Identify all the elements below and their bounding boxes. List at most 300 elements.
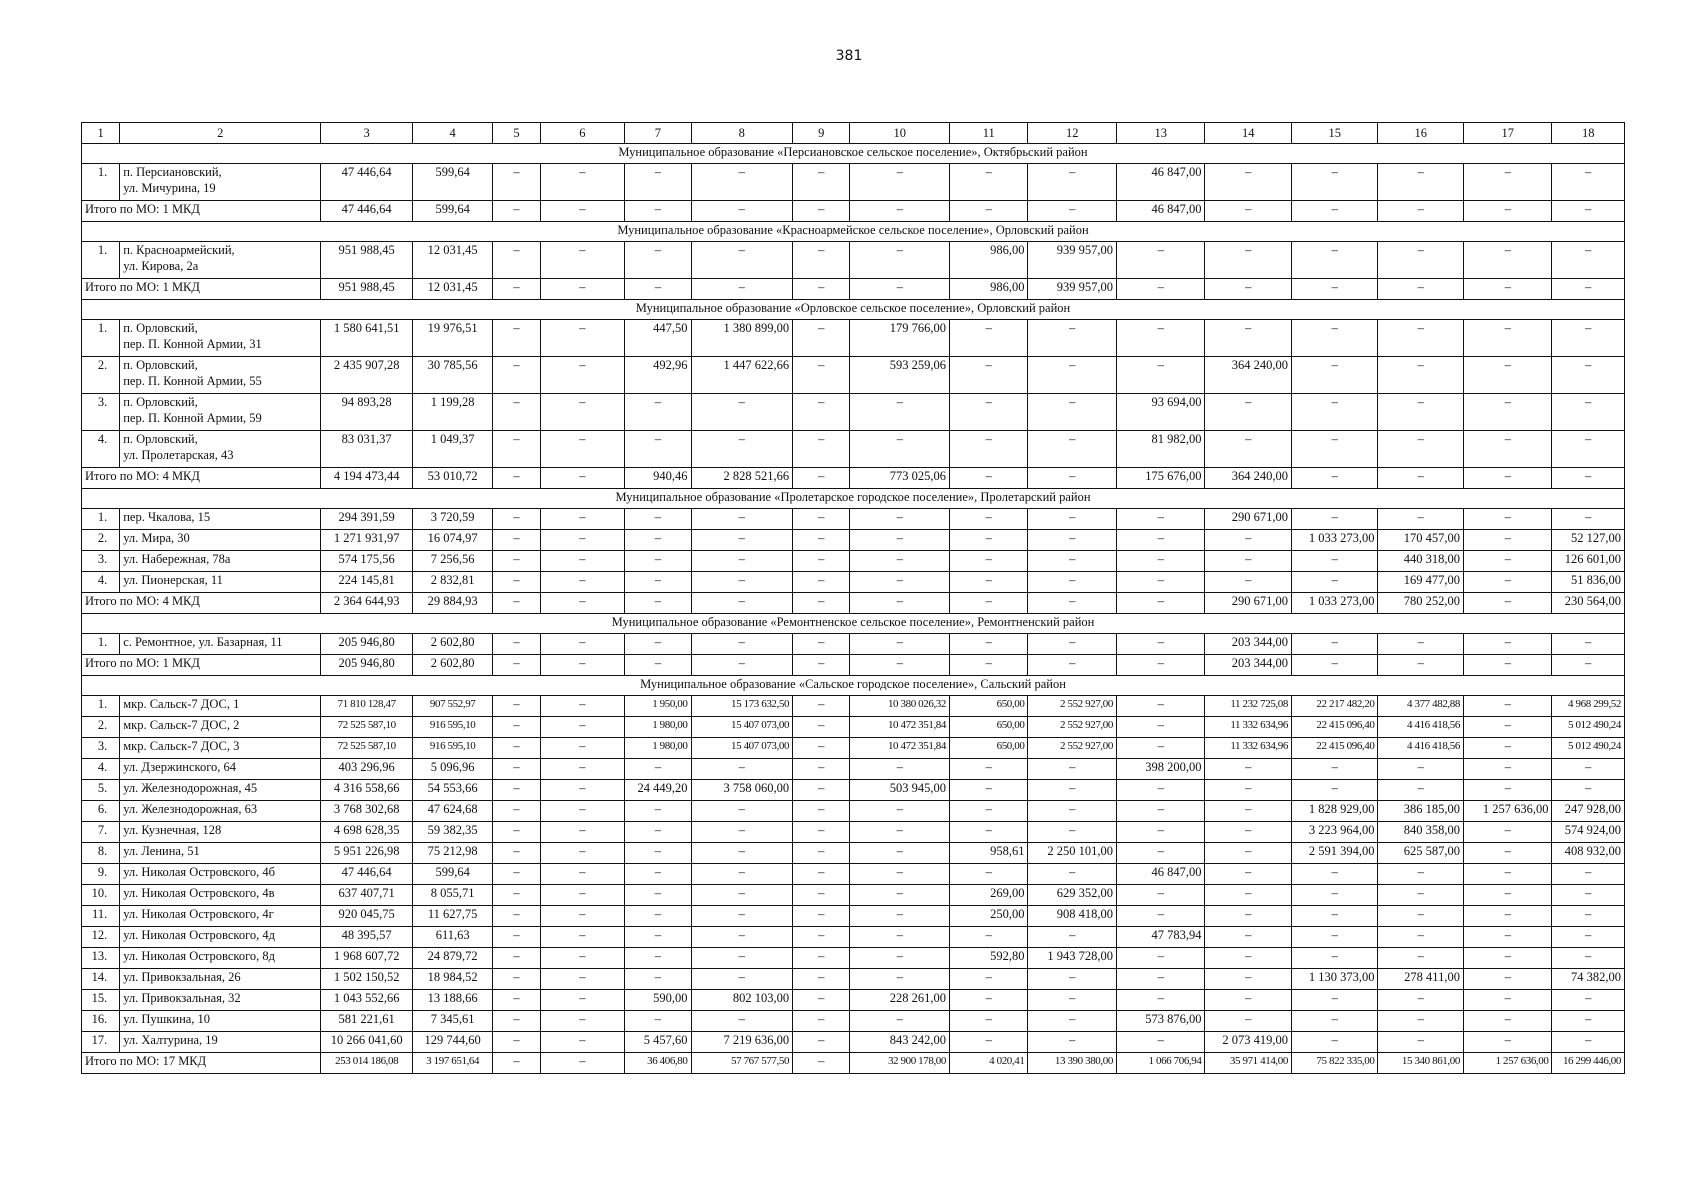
table-row (82, 551, 1625, 572)
dash-cell: – (1378, 279, 1463, 300)
dash-cell: – (850, 593, 950, 614)
dash-cell: – (691, 279, 793, 300)
value-cell: 57 767 577,50 (691, 1053, 793, 1074)
dash-cell: – (1463, 593, 1552, 614)
value-cell: 47 624,68 (412, 801, 492, 822)
dash-cell: – (1028, 990, 1117, 1011)
dash-cell: – (1378, 357, 1463, 394)
dash-cell: – (793, 738, 850, 759)
dash-cell: – (1205, 864, 1292, 885)
dash-cell: – (950, 394, 1028, 431)
dash-cell: – (1378, 990, 1463, 1011)
dash-cell: – (950, 201, 1028, 222)
value-cell: 447,50 (625, 320, 691, 357)
dash-cell: – (691, 906, 793, 927)
dash-cell: – (691, 634, 793, 655)
value-cell: 1 033 273,00 (1291, 593, 1378, 614)
value-cell: 59 382,35 (412, 822, 492, 843)
address-cell (120, 634, 321, 655)
dash-cell: – (1463, 572, 1552, 593)
table-row (82, 242, 1625, 279)
total-row (82, 1053, 1625, 1074)
dash-cell: – (850, 885, 950, 906)
dash-cell: – (540, 242, 624, 279)
dash-cell: – (1116, 822, 1205, 843)
dash-cell: – (691, 551, 793, 572)
value-cell: 278 411,00 (1378, 969, 1463, 990)
address-cell (120, 164, 321, 201)
value-cell: 71 810 128,47 (321, 696, 413, 717)
value-cell: 629 352,00 (1028, 885, 1117, 906)
dash-cell: – (691, 885, 793, 906)
dash-cell: – (493, 593, 540, 614)
value-cell: 15 340 861,00 (1378, 1053, 1463, 1074)
address-line: с. Ремонтное, ул. Базарная, 11 (123, 635, 283, 649)
address-line: ул. Мира, 30 (123, 531, 190, 545)
dash-cell: – (625, 551, 691, 572)
total-label: Итого по МО: 1 МКД (82, 201, 321, 222)
value-cell: 203 344,00 (1205, 655, 1292, 676)
table-row (82, 843, 1625, 864)
row-number: 7. (82, 822, 120, 843)
dash-cell: – (540, 431, 624, 468)
dash-cell: – (850, 572, 950, 593)
dash-cell: – (540, 1032, 624, 1053)
dash-cell: – (850, 927, 950, 948)
dash-cell: – (1552, 759, 1625, 780)
address-cell (120, 990, 321, 1011)
dash-cell: – (540, 885, 624, 906)
dash-cell: – (625, 242, 691, 279)
value-cell: 773 025,06 (850, 468, 950, 489)
address-line: мкр. Сальск-7 ДОС, 2 (123, 718, 240, 732)
dash-cell: – (1552, 1011, 1625, 1032)
row-number: 15. (82, 990, 120, 1011)
dash-cell: – (793, 906, 850, 927)
dash-cell: – (850, 509, 950, 530)
address-cell (120, 551, 321, 572)
address-line: п. Орловский, (123, 432, 198, 446)
dash-cell: – (850, 843, 950, 864)
row-number: 9. (82, 864, 120, 885)
dash-cell: – (1552, 990, 1625, 1011)
dash-cell: – (950, 164, 1028, 201)
column-header: 18 (1552, 123, 1625, 144)
value-cell: 3 223 964,00 (1291, 822, 1378, 843)
value-cell: 175 676,00 (1116, 468, 1205, 489)
dash-cell: – (540, 530, 624, 551)
dash-cell: – (950, 431, 1028, 468)
value-cell: 364 240,00 (1205, 468, 1292, 489)
dash-cell: – (793, 990, 850, 1011)
value-cell: 1 199,28 (412, 394, 492, 431)
dash-cell: – (540, 948, 624, 969)
dash-cell: – (1378, 948, 1463, 969)
dash-cell: – (1463, 320, 1552, 357)
value-cell: 129 744,60 (412, 1032, 492, 1053)
dash-cell: – (1552, 780, 1625, 801)
column-header: 3 (321, 123, 413, 144)
row-number: 2. (82, 530, 120, 551)
dash-cell: – (1378, 1032, 1463, 1053)
table-row (82, 717, 1625, 738)
dash-cell: – (1463, 927, 1552, 948)
column-header: 11 (950, 123, 1028, 144)
value-cell: 403 296,96 (321, 759, 413, 780)
address-line: п. Красноармейский, (123, 243, 235, 257)
address-line: п. Персиановский, (123, 165, 222, 179)
value-cell: 2 250 101,00 (1028, 843, 1117, 864)
value-cell: 294 391,59 (321, 509, 413, 530)
table-row (82, 885, 1625, 906)
dash-cell: – (950, 990, 1028, 1011)
address-line: ул. Дзержинского, 64 (123, 760, 237, 774)
dash-cell: – (1378, 1011, 1463, 1032)
dash-cell: – (1205, 780, 1292, 801)
dash-cell: – (625, 969, 691, 990)
value-cell: 16 074,97 (412, 530, 492, 551)
address-line: ул. Пионерская, 11 (123, 573, 223, 587)
value-cell: 5 012 490,24 (1552, 717, 1625, 738)
value-cell: 1 980,00 (625, 717, 691, 738)
table-row (82, 801, 1625, 822)
dash-cell: – (493, 1011, 540, 1032)
dash-cell: – (1028, 969, 1117, 990)
dash-cell: – (1028, 530, 1117, 551)
table-row (82, 969, 1625, 990)
dash-cell: – (1463, 530, 1552, 551)
row-number: 4. (82, 759, 120, 780)
value-cell: 780 252,00 (1378, 593, 1463, 614)
dash-cell: – (1463, 1011, 1552, 1032)
dash-cell: – (793, 551, 850, 572)
total-row (82, 655, 1625, 676)
value-cell: 1 049,37 (412, 431, 492, 468)
value-cell: 72 525 587,10 (321, 738, 413, 759)
dash-cell: – (540, 201, 624, 222)
dash-cell: – (1291, 468, 1378, 489)
section-title-row (82, 222, 1625, 242)
dash-cell: – (625, 164, 691, 201)
dash-cell: – (1291, 164, 1378, 201)
value-cell: 15 407 073,00 (691, 738, 793, 759)
section-title-row (82, 614, 1625, 634)
dash-cell: – (1291, 357, 1378, 394)
dash-cell: – (1463, 551, 1552, 572)
value-cell: 72 525 587,10 (321, 717, 413, 738)
dash-cell: – (1028, 655, 1117, 676)
value-cell: 650,00 (950, 717, 1028, 738)
value-cell: 169 477,00 (1378, 572, 1463, 593)
dash-cell: – (793, 279, 850, 300)
dash-cell: – (1463, 1032, 1552, 1053)
dash-cell: – (493, 696, 540, 717)
section-title: Муниципальное образование «Персиановское сельское поселение», Октябрьский район (82, 144, 1625, 164)
address-cell (120, 717, 321, 738)
row-number: 13. (82, 948, 120, 969)
table-row (82, 530, 1625, 551)
dash-cell: – (950, 969, 1028, 990)
dash-cell: – (540, 1053, 624, 1074)
dash-cell: – (1463, 279, 1552, 300)
dash-cell: – (1463, 780, 1552, 801)
value-cell: 843 242,00 (850, 1032, 950, 1053)
value-cell: 13 390 380,00 (1028, 1053, 1117, 1074)
value-cell: 4 377 482,88 (1378, 696, 1463, 717)
dash-cell: – (493, 551, 540, 572)
dash-cell: – (1205, 551, 1292, 572)
dash-cell: – (493, 717, 540, 738)
dash-cell: – (1378, 242, 1463, 279)
value-cell: 11 332 634,96 (1205, 738, 1292, 759)
row-number: 3. (82, 394, 120, 431)
section-title: Муниципальное образование «Пролетарское городское поселение», Пролетарский район (82, 489, 1625, 509)
table-row (82, 320, 1625, 357)
dash-cell: – (1552, 634, 1625, 655)
address-cell (120, 969, 321, 990)
table-row (82, 509, 1625, 530)
column-header: 5 (493, 123, 540, 144)
dash-cell: – (625, 864, 691, 885)
dash-cell: – (540, 279, 624, 300)
table-row (82, 759, 1625, 780)
dash-cell: – (1205, 906, 1292, 927)
dash-cell: – (493, 655, 540, 676)
dash-cell: – (1116, 717, 1205, 738)
dash-cell: – (691, 530, 793, 551)
value-cell: 581 221,61 (321, 1011, 413, 1032)
value-cell: 4 194 473,44 (321, 468, 413, 489)
dash-cell: – (850, 551, 950, 572)
address-line: ул. Кузнечная, 128 (123, 823, 222, 837)
address-line: ул. Николая Островского, 4г (123, 907, 274, 921)
dash-cell: – (1552, 357, 1625, 394)
dash-cell: – (625, 201, 691, 222)
row-number: 6. (82, 801, 120, 822)
value-cell: 2 591 394,00 (1291, 843, 1378, 864)
address-cell (120, 1011, 321, 1032)
address-line: ул. Пушкина, 10 (123, 1012, 211, 1026)
dash-cell: – (1205, 948, 1292, 969)
dash-cell: – (493, 822, 540, 843)
row-number: 11. (82, 906, 120, 927)
value-cell: 11 232 725,08 (1205, 696, 1292, 717)
value-cell: 2 602,80 (412, 634, 492, 655)
dash-cell: – (691, 1011, 793, 1032)
address-line: пер. П. Конной Армии, 59 (123, 411, 262, 425)
dash-cell: – (1116, 279, 1205, 300)
dash-cell: – (1291, 394, 1378, 431)
dash-cell: – (540, 551, 624, 572)
dash-cell: – (1028, 394, 1117, 431)
dash-cell: – (1291, 885, 1378, 906)
value-cell: 593 259,06 (850, 357, 950, 394)
value-cell: 8 055,71 (412, 885, 492, 906)
value-cell: 12 031,45 (412, 242, 492, 279)
dash-cell: – (1205, 242, 1292, 279)
address-cell (120, 572, 321, 593)
dash-cell: – (493, 164, 540, 201)
table-row (82, 990, 1625, 1011)
dash-cell: – (1028, 1032, 1117, 1053)
dash-cell: – (793, 759, 850, 780)
dash-cell: – (1291, 551, 1378, 572)
dash-cell: – (850, 279, 950, 300)
dash-cell: – (1552, 394, 1625, 431)
dash-cell: – (493, 780, 540, 801)
dash-cell: – (1463, 717, 1552, 738)
dash-cell: – (625, 509, 691, 530)
total-label: Итого по МО: 4 МКД (82, 468, 321, 489)
dash-cell: – (691, 242, 793, 279)
value-cell: 47 446,64 (321, 201, 413, 222)
dash-cell: – (1205, 801, 1292, 822)
value-cell: 951 988,45 (321, 279, 413, 300)
column-header: 17 (1463, 123, 1552, 144)
value-cell: 1 502 150,52 (321, 969, 413, 990)
dash-cell: – (1028, 759, 1117, 780)
dash-cell: – (793, 164, 850, 201)
dash-cell: – (850, 822, 950, 843)
section-title: Муниципальное образование «Орловское сельское поселение», Орловский район (82, 300, 1625, 320)
table-row (82, 357, 1625, 394)
address-cell (120, 864, 321, 885)
dash-cell: – (950, 1011, 1028, 1032)
column-header: 7 (625, 123, 691, 144)
table-row (82, 696, 1625, 717)
dash-cell: – (1552, 1032, 1625, 1053)
row-number: 2. (82, 357, 120, 394)
value-cell: 1 980,00 (625, 738, 691, 759)
value-cell: 230 564,00 (1552, 593, 1625, 614)
dash-cell: – (950, 864, 1028, 885)
address-cell (120, 738, 321, 759)
column-header: 6 (540, 123, 624, 144)
dash-cell: – (1116, 357, 1205, 394)
dash-cell: – (540, 357, 624, 394)
dash-cell: – (625, 431, 691, 468)
dash-cell: – (1378, 759, 1463, 780)
dash-cell: – (1116, 509, 1205, 530)
address-line: п. Орловский, (123, 395, 198, 409)
value-cell: 126 601,00 (1552, 551, 1625, 572)
dash-cell: – (1463, 990, 1552, 1011)
value-cell: 408 932,00 (1552, 843, 1625, 864)
dash-cell: – (793, 843, 850, 864)
dash-cell: – (793, 242, 850, 279)
dash-cell: – (1291, 948, 1378, 969)
value-cell: 24 449,20 (625, 780, 691, 801)
dash-cell: – (625, 593, 691, 614)
address-cell (120, 530, 321, 551)
dash-cell: – (793, 655, 850, 676)
dash-cell: – (1291, 320, 1378, 357)
dash-cell: – (1552, 242, 1625, 279)
dash-cell: – (1463, 738, 1552, 759)
table-row (82, 864, 1625, 885)
dash-cell: – (1116, 634, 1205, 655)
address-line: пер. Чкалова, 15 (123, 510, 211, 524)
dash-cell: – (691, 969, 793, 990)
dash-cell: – (1463, 759, 1552, 780)
value-cell: 18 984,52 (412, 969, 492, 990)
dash-cell: – (540, 164, 624, 201)
address-line: мкр. Сальск-7 ДОС, 1 (123, 697, 240, 711)
dash-cell: – (793, 201, 850, 222)
value-cell: 269,00 (950, 885, 1028, 906)
dash-cell: – (1028, 357, 1117, 394)
column-header: 15 (1291, 123, 1378, 144)
dash-cell: – (950, 634, 1028, 655)
dash-cell: – (1552, 164, 1625, 201)
row-number: 10. (82, 885, 120, 906)
dash-cell: – (1028, 431, 1117, 468)
dash-cell: – (793, 885, 850, 906)
row-number: 1. (82, 509, 120, 530)
value-cell: 1 447 622,66 (691, 357, 793, 394)
dash-cell: – (1291, 242, 1378, 279)
value-cell: 3 197 651,64 (412, 1053, 492, 1074)
dash-cell: – (493, 759, 540, 780)
dash-cell: – (691, 864, 793, 885)
section-title: Муниципальное образование «Ремонтненское сельское поселение», Ремонтненский район (82, 614, 1625, 634)
dash-cell: – (1378, 394, 1463, 431)
dash-cell: – (850, 431, 950, 468)
dash-cell: – (950, 1032, 1028, 1053)
dash-cell: – (1463, 864, 1552, 885)
dash-cell: – (793, 431, 850, 468)
dash-cell: – (540, 759, 624, 780)
value-cell: 15 173 632,50 (691, 696, 793, 717)
dash-cell: – (1463, 164, 1552, 201)
dash-cell: – (625, 759, 691, 780)
dash-cell: – (540, 906, 624, 927)
dash-cell: – (1205, 201, 1292, 222)
dash-cell: – (1463, 634, 1552, 655)
dash-cell: – (850, 864, 950, 885)
dash-cell: – (493, 279, 540, 300)
value-cell: 19 976,51 (412, 320, 492, 357)
dash-cell: – (540, 843, 624, 864)
dash-cell: – (850, 530, 950, 551)
dash-cell: – (1028, 927, 1117, 948)
table-row (82, 1011, 1625, 1032)
value-cell: 986,00 (950, 242, 1028, 279)
value-cell: 253 014 186,08 (321, 1053, 413, 1074)
value-cell: 916 595,10 (412, 717, 492, 738)
dash-cell: – (1378, 906, 1463, 927)
dash-cell: – (1205, 572, 1292, 593)
dash-cell: – (493, 738, 540, 759)
value-cell: 1 043 552,66 (321, 990, 413, 1011)
dash-cell: – (625, 822, 691, 843)
address-line: ул. Халтурина, 19 (123, 1033, 218, 1047)
value-cell: 592,80 (950, 948, 1028, 969)
value-cell: 2 552 927,00 (1028, 738, 1117, 759)
dash-cell: – (950, 509, 1028, 530)
dash-cell: – (793, 780, 850, 801)
value-cell: 574 924,00 (1552, 822, 1625, 843)
table-row (82, 164, 1625, 201)
dash-cell: – (950, 927, 1028, 948)
dash-cell: – (625, 843, 691, 864)
section-title-row (82, 144, 1625, 164)
address-cell (120, 1032, 321, 1053)
value-cell: 2 602,80 (412, 655, 492, 676)
value-cell: 75 212,98 (412, 843, 492, 864)
dash-cell: – (691, 431, 793, 468)
dash-cell: – (1028, 801, 1117, 822)
